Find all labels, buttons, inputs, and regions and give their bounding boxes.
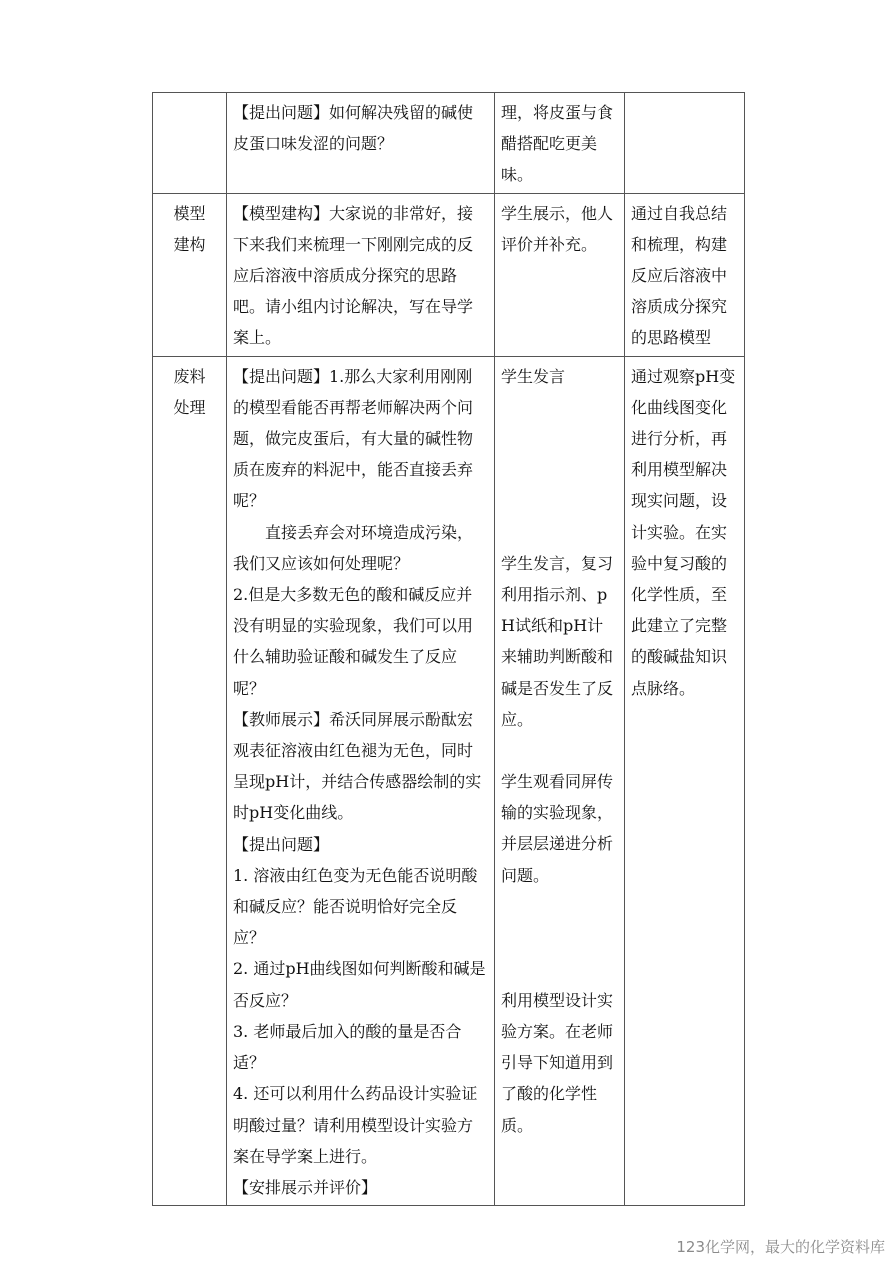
question-item: 4. 还可以利用什么药品设计实验证明酸过量？请利用模型设计实验方案在导学案上进行。 [233, 1084, 478, 1166]
design-purpose-text: 通过自我总结和梳理，构建反应后溶液中溶质成分探究的思路模型 [631, 203, 728, 348]
student-activity-cell [495, 356, 625, 1205]
question-item: 1. 溶液由红色变为无色能否说明酸和碱反应？能否说明恰好完全反应？ [233, 865, 478, 948]
teacher-activity-cell [227, 93, 495, 194]
teacher-question-2: 2.但是大多数无色的酸和碱反应并没有明显的实验现象，我们可以用什么辅助验证酸和碱发生了反应呢？ [233, 585, 474, 698]
category-cell [153, 193, 227, 356]
table-row [153, 356, 745, 1205]
teacher-demo: 【教师展示】希沃同屏展示酚酞宏观表征溶液由红色褪为无色，同时呈现pH计，并结合传感器绘制的实时pH变化曲线。 [233, 709, 482, 823]
student-activity-text: 学生观看同屏传输的实验现象，并层层递进分析问题。 [501, 772, 614, 885]
design-purpose-cell [625, 93, 745, 194]
design-purpose-cell [625, 356, 745, 1205]
student-activity-text: 利用模型设计实验方案。在老师引导下知道用到了酸的化学性质。 [501, 990, 614, 1135]
student-activity-text: 学生展示，他人评价并补充。 [501, 203, 614, 254]
student-activity-text: 学生发言，复习利用指示剂、pH试纸和pH计来辅助判断酸和碱是否发生了反应。 [501, 553, 614, 729]
design-purpose-cell [625, 193, 745, 356]
student-activity-cell [495, 193, 625, 356]
category-cell [153, 356, 227, 1205]
teacher-question-1-followup: 直接丢弃会对环境造成污染，我们又应该如何处理呢？ [233, 522, 474, 573]
teacher-activity-cell [227, 193, 495, 356]
design-purpose-text: 通过观察pH变化曲线图变化进行分析，再利用模型解决现实问题，设计实验。在实验中复习酸的化学性质，至此建立了完整的酸碱盐知识点脉络。 [631, 366, 736, 698]
teacher-activity-text: 【模型建构】大家说的非常好，接下来我们来梳理一下刚刚完成的反应后溶液中溶质成分探究的思路吧。请小组内讨论解决，写在导学案上。 [233, 203, 474, 348]
table-row [153, 193, 745, 356]
teacher-activity-cell [227, 356, 495, 1205]
teacher-evaluation: 【安排展示并评价】 [233, 1177, 378, 1197]
category-label: 模型建构 [173, 203, 206, 254]
footer-watermark: 123化学网，最大的化学资料库 [676, 1238, 885, 1256]
question-item: 2. 通过pH曲线图如何判断酸和碱是否反应？ [233, 959, 486, 1010]
category-cell [153, 93, 227, 194]
teacher-question-1: 【提出问题】1.那么大家利用刚刚的模型看能否再帮老师解决两个问题，做完皮蛋后，有大量的碱性物质在废弃的料泥中，能否直接丢弃呢？ [233, 366, 474, 511]
student-activity-cell [495, 93, 625, 194]
teacher-question-header: 【提出问题】 [233, 834, 330, 854]
table-row [153, 93, 745, 194]
student-activity-text: 学生发言 [501, 366, 566, 386]
category-label: 废料处理 [173, 366, 206, 417]
lesson-plan-table [152, 92, 745, 1206]
student-activity-text: 理，将皮蛋与食醋搭配吃更美味。 [501, 103, 614, 185]
teacher-activity-text: 【提出问题】如何解决残留的碱使皮蛋口味发涩的问题？ [233, 103, 474, 154]
question-item: 3. 老师最后加入的酸的量是否合适？ [233, 1021, 462, 1073]
